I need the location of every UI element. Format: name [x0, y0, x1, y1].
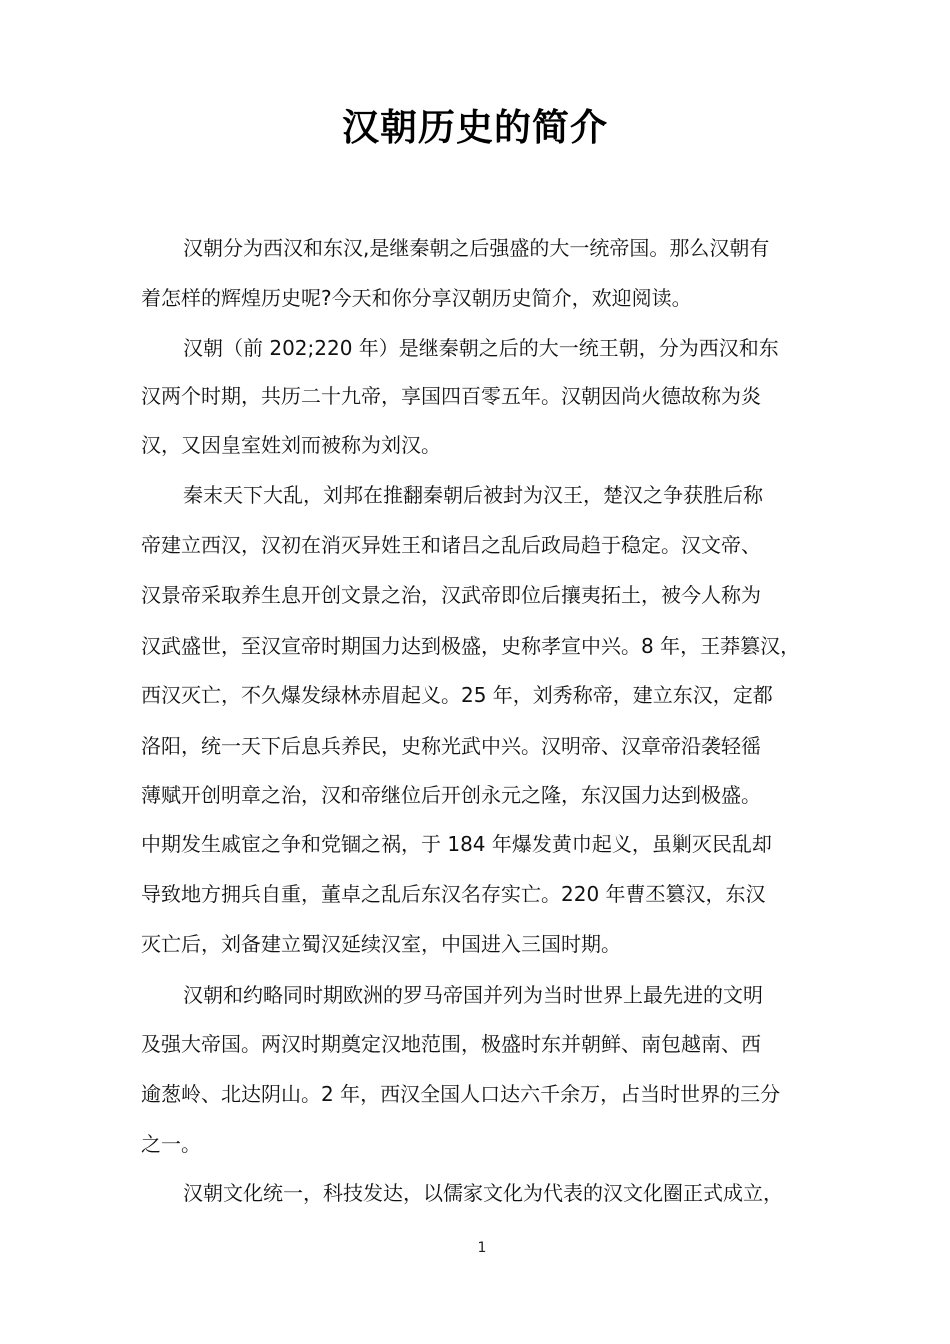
- paragraph-line: 汉，又因皇室姓刘而被称为刘汉。: [141, 433, 441, 457]
- paragraph-line: 逾葱岭、北达阴山。2 年，西汉全国人口达六千余万，占当时世界的三分: [141, 1082, 781, 1106]
- paragraph-line: 汉朝文化统一，科技发达，以儒家文化为代表的汉文化圈正式成立，: [183, 1181, 783, 1205]
- paragraph-line: 灭亡后，刘备建立蜀汉延续汉室，中国进入三国时期。: [141, 932, 621, 956]
- document-title: 汉朝历史的简介: [342, 106, 608, 149]
- paragraph-line: 汉朝分为西汉和东汉,是继秦朝之后强盛的大一统帝国。那么汉朝有: [183, 236, 770, 260]
- paragraph-line: 汉景帝采取养生息开创文景之治，汉武帝即位后攘夷拓土，被今人称为: [141, 583, 761, 607]
- paragraph-line: 之一。: [141, 1132, 201, 1156]
- page-number: 1: [477, 1240, 487, 1256]
- paragraph-line: 洛阳，统一天下后息兵养民，史称光武中兴。汉明帝、汉章帝沿袭轻徭: [141, 734, 761, 758]
- paragraph-line: 着怎样的辉煌历史呢?今天和你分享汉朝历史简介，欢迎阅读。: [141, 286, 692, 310]
- paragraph-line: 汉武盛世，至汉宣帝时期国力达到极盛，史称孝宣中兴。8 年，王莽篡汉，: [141, 634, 801, 658]
- paragraph-line: 帝建立西汉，汉初在消灭异姓王和诸吕之乱后政局趋于稳定。汉文帝、: [141, 533, 761, 557]
- paragraph-line: 薄赋开创明章之治，汉和帝继位后开创永元之隆，东汉国力达到极盛。: [141, 783, 761, 807]
- paragraph-line: 中期发生戚宦之争和党锢之祸，于 184 年爆发黄巾起义，虽剿灭民乱却: [141, 832, 772, 856]
- paragraph-line: 导致地方拥兵自重，董卓之乱后东汉名存实亡。220 年曹丕篡汉，东汉: [141, 882, 766, 906]
- paragraph-line: 西汉灭亡，不久爆发绿林赤眉起义。25 年，刘秀称帝，建立东汉，定都: [141, 683, 773, 707]
- paragraph-line: 秦末天下大乱，刘邦在推翻秦朝后被封为汉王，楚汉之争获胜后称: [183, 483, 763, 507]
- paragraph-line: 汉朝（前 202;220 年）是继秦朝之后的大一统王朝，分为西汉和东: [183, 336, 779, 360]
- paragraph-line: 汉两个时期，共历二十九帝，享国四百零五年。汉朝因尚火德故称为炎: [141, 384, 761, 408]
- paragraph-line: 及强大帝国。两汉时期奠定汉地范围，极盛时东并朝鲜、南包越南、西: [141, 1032, 761, 1056]
- paragraph-line: 汉朝和约略同时期欧洲的罗马帝国并列为当时世界上最先进的文明: [183, 983, 763, 1007]
